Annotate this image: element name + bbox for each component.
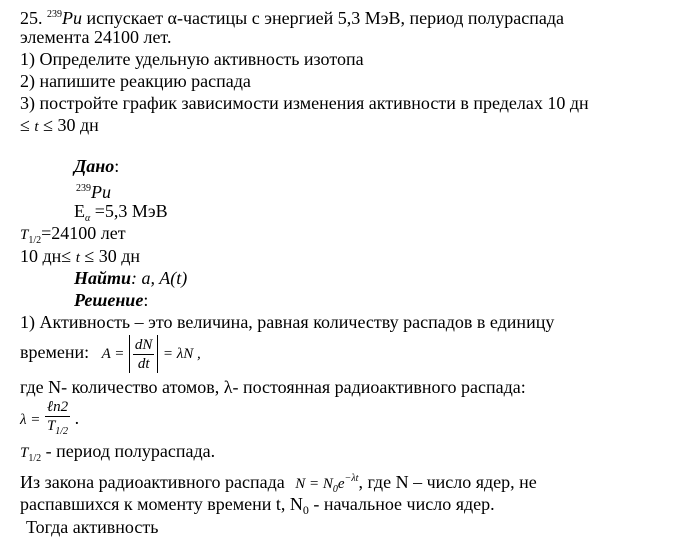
given-isotope: $^{239}$Pu bbox=[76, 182, 111, 202]
given-heading: Дано: bbox=[74, 156, 120, 176]
activity-definition: времени: A = $\frac{dN}{dt}$ = λN , bbox=[20, 333, 201, 373]
task-3: 3) постройте график зависимости изменения активности в пределах 10 дн bbox=[20, 93, 589, 113]
given-half-life: $T_{1/2}=24100$ лет bbox=[20, 223, 126, 246]
solution-line-3: где N- количество атомов, λ- постоянная радиоактивного распада: bbox=[20, 377, 526, 397]
le-sign: ≤ bbox=[43, 115, 53, 135]
find-line: Найти: a, A(t) bbox=[74, 268, 188, 288]
problem-line-1-text: испускает α-частицы с энергией 5,3 МэВ, период полураспада bbox=[86, 8, 564, 28]
element-symbol: Pu bbox=[62, 8, 82, 28]
abs-derivative: $\frac{dN}{dt}$ bbox=[129, 335, 159, 373]
lambda-formula: λ = $\frac{\text{ℓn2}}{T_{1/2}}$ . bbox=[20, 399, 80, 438]
given-range: 10 дн≤ t ≤ 30 дн bbox=[20, 246, 141, 266]
range-end: 30 дн bbox=[52, 115, 99, 135]
task-1: 1) Определите удельную активность изотопа bbox=[20, 49, 364, 69]
task-2: 2) напишите реакцию распада bbox=[20, 71, 251, 91]
nuclei-line: распавшихся к моменту времени t, $N_0$ - начальное число ядер. bbox=[20, 494, 495, 517]
problem-line-2: элемента 24100 лет. bbox=[20, 27, 172, 47]
decay-law-line: Из закона радиоактивного распада $N = N_0e^{-\lambda t}$, где N – число ядер, не bbox=[20, 472, 537, 495]
mass-number: 239 bbox=[47, 9, 62, 20]
problem-number: 25. bbox=[20, 8, 43, 28]
then-activity: Тогда активность bbox=[26, 517, 159, 537]
solution-line-1: 1) Активность – это величина, равная количеству распадов в единицу bbox=[20, 312, 555, 332]
half-life-desc: $T_{1/2}$ - период полураспада. bbox=[20, 441, 216, 464]
le-sign: ≤ bbox=[20, 115, 30, 135]
given-energy: $E_\alpha =5,3$ МэВ bbox=[74, 201, 168, 224]
solution-heading: Решение: bbox=[74, 290, 149, 310]
t-variable: t bbox=[34, 119, 39, 135]
task-3-cont bbox=[20, 114, 99, 138]
